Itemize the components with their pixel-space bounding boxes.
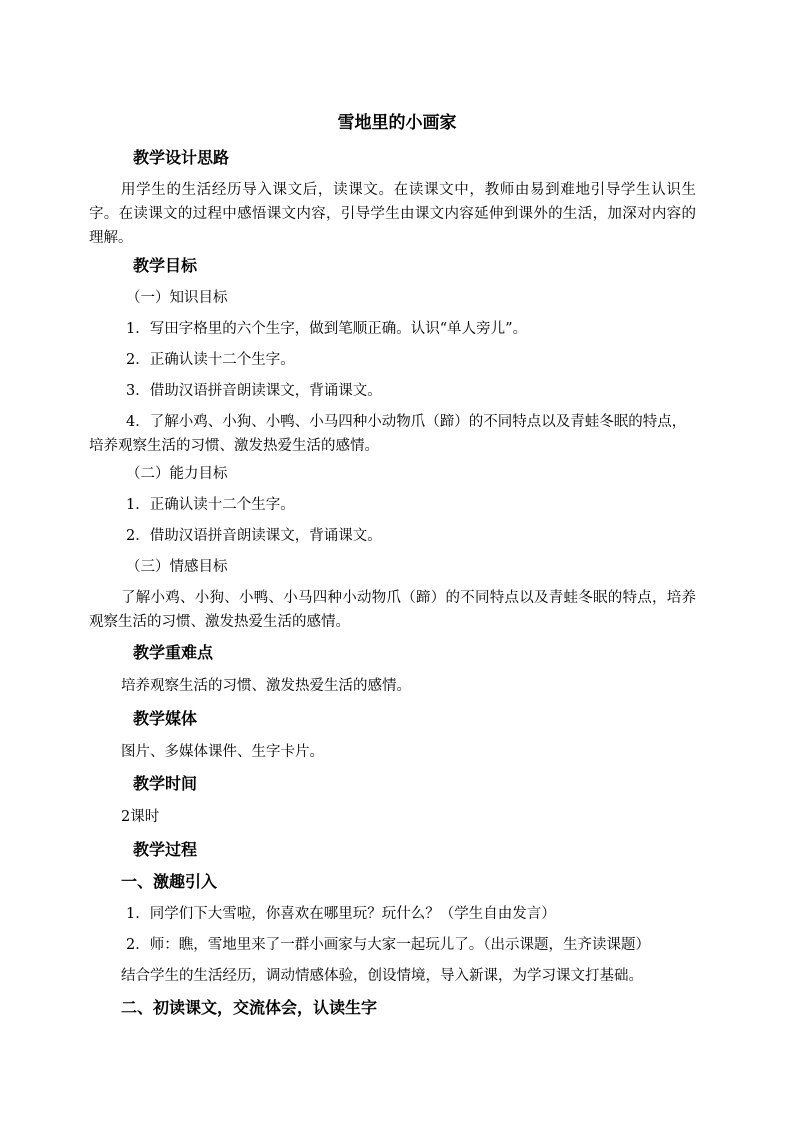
- knowledge-heading: （一）知识目标: [126, 290, 228, 306]
- ability-item: 2．借助汉语拼音朗读课文，背诵课文。: [126, 528, 382, 544]
- design-heading: 教学设计思路: [133, 148, 230, 167]
- time-paragraph: 2课时: [121, 809, 160, 825]
- knowledge-item: 3．借助汉语拼音朗读课文，背诵课文。: [126, 383, 382, 399]
- knowledge-item: 1．写田字格里的六个生字，做到笔顺正确。认识“单人旁儿”。: [126, 321, 528, 337]
- ability-item: 1．正确认读十二个生字。: [126, 497, 295, 513]
- knowledge-item: 2．正确认读十二个生字。: [126, 352, 295, 368]
- section1-item: 1．同学们下大雪啦，你喜欢在哪里玩？玩什么？（学生自由发言）: [126, 906, 556, 922]
- emotion-paragraph: 了解小鸡、小狗、小鸭、小马四种小动物爪（蹄）的不同特点以及青蛙冬眠的特点，培养观察生活的习惯、激发热爱生活的感情。: [89, 590, 696, 630]
- knowledge-item: 4．了解小鸡、小狗、小鸭、小马四种小动物爪（蹄）的不同特点以及青蛙冬眠的特点，培养观察生活的习惯、激发热爱生活的感情。: [89, 414, 687, 454]
- process-heading: 教学过程: [133, 840, 198, 859]
- section2-heading: 二、初读课文，交流体会，认读生字: [121, 998, 378, 1017]
- goals-heading: 教学目标: [133, 256, 198, 275]
- emotion-heading: （三）情感目标: [126, 559, 228, 575]
- section1-heading: 一、激趣引入: [121, 872, 218, 891]
- ability-heading: （二）能力目标: [126, 466, 228, 482]
- media-heading: 教学媒体: [133, 709, 198, 728]
- key-paragraph: 培养观察生活的习惯、激发热爱生活的感情。: [121, 678, 411, 694]
- document-title: 雪地里的小画家: [337, 113, 457, 133]
- key-heading: 教学重难点: [133, 643, 214, 662]
- section1-note: 结合学生的生活经历，调动情感体验，创设情境，导入新课，为学习课文打基础。: [121, 968, 643, 984]
- time-heading: 教学时间: [133, 774, 198, 793]
- section1-item: 2．师：瞧，雪地里来了一群小画家与大家一起玩儿了。（出示课题，生齐读课题）: [126, 937, 650, 953]
- media-paragraph: 图片、多媒体课件、生字卡片。: [121, 744, 324, 760]
- design-paragraph: 用学生的生活经历导入课文后，读课文。在读课文中，教师由易到难地引导学生认识生字。在读课文的过程中感悟课文内容，引导学生由课文内容延伸到课外的生活，加深对内容的理解。: [89, 182, 696, 246]
